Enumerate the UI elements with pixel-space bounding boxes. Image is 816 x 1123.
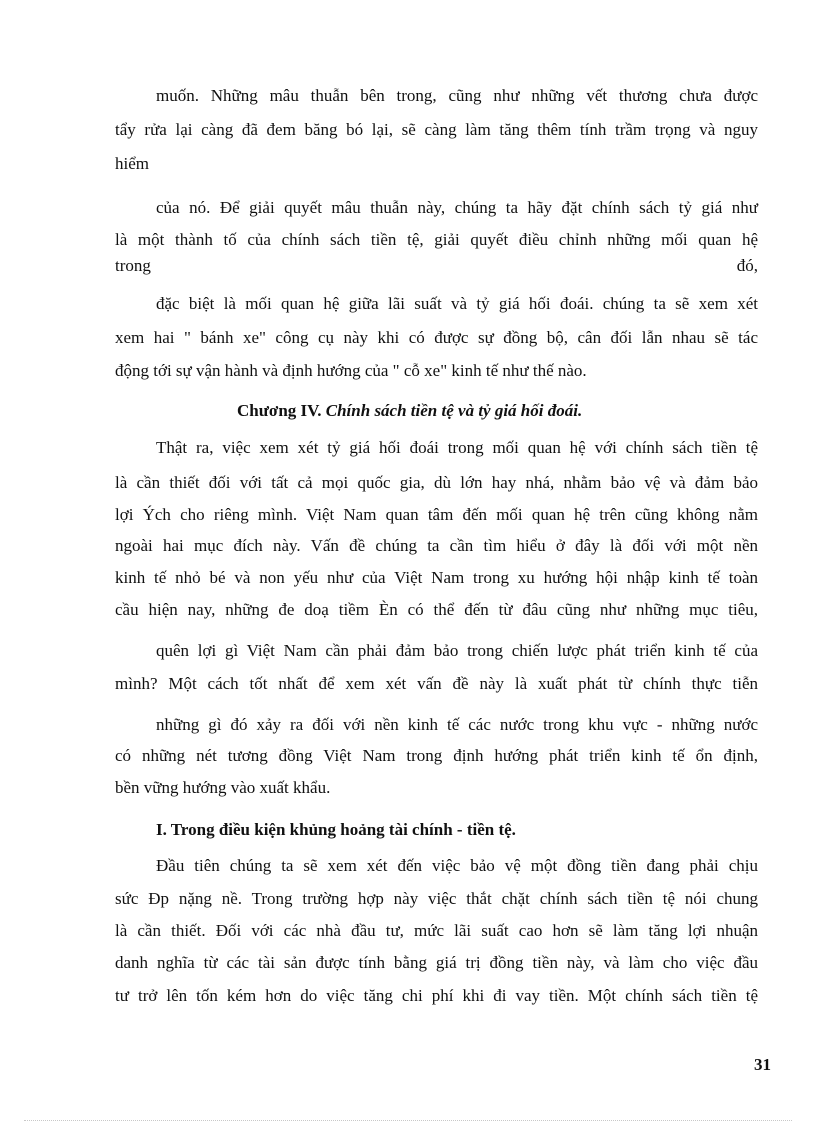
paragraph-line: sức Ðp nặng nề. Trong trường hợp này việc thắt chặt chính sách tiền tệ nói chung [115,889,758,908]
footer-divider [24,1120,792,1121]
paragraph-line: Đầu tiên chúng ta sẽ xem xét đến việc bảo vệ một đồng tiền đang phải chịu [156,856,758,875]
paragraph-line: động tới sự vận hành và định hướng của " cỗ xe" kinh tế như thế nào. [115,361,587,380]
paragraph-line: tư trở lên tốn kém hơn do việc tăng chi phí khi đi vay tiền. Một chính sách tiền tệ [115,986,758,1005]
paragraph-line: danh nghĩa từ các tài sản được tính bằng giá trị đồng tiền này, và làm cho việc đầu [115,953,758,972]
paragraph-line: quên lợi gì Việt Nam cần phải đảm bảo trong chiến lược phát triển kinh tế của [156,641,758,660]
paragraph-line: tẩy rửa lại càng đã đem băng bó lại, sẽ càng làm tăng thêm tính trầm trọng và nguy [115,120,758,139]
line-end-word: đó, [736,256,758,275]
paragraph-line: bền vững hướng vào xuất khẩu. [115,778,331,797]
section-heading: I. Trong điều kiện khủng hoảng tài chính - tiền tệ. [156,820,516,839]
paragraph-line: đặc biệt là mối quan hệ giữa lãi suất và tỷ giá hối đoái. chúng ta sẽ xem xét [156,294,758,313]
paragraph-line [115,254,758,278]
paragraph-line: kinh tế nhỏ bé và non yếu như của Việt Nam trong xu hướng hội nhập kinh tế toàn [115,568,758,587]
paragraph-line: là một thành tố của chính sách tiền tệ, giải quyết điều chỉnh những mối quan hệ [115,230,758,249]
line-start-word: trong [115,256,151,275]
paragraph-line: là cần thiết. Đối với các nhà đầu tư, mức lãi suất cao hơn sẽ làm tăng lợi nhuận [115,921,758,940]
paragraph-line: hiểm [115,154,149,173]
chapter-heading [237,399,697,423]
paragraph-line: xem hai " bánh xe" công cụ này khi có được sự đồng bộ, cân đối lẫn nhau sẽ tác [115,328,758,347]
paragraph-line: của nó. Để giải quyết mâu thuẫn này, chúng ta hãy đặt chính sách tỷ giá như [156,198,758,217]
paragraph-line: Thật ra, việc xem xét tỷ giá hối đoái trong mối quan hệ với chính sách tiền tệ [156,438,758,457]
paragraph-line: muốn. Những mâu thuẫn bên trong, cũng như những vết thương chưa được [156,86,758,105]
paragraph-line: cầu hiện nay, những đe doạ tiềm Èn có thể đến từ đâu cũng như những mục tiêu, [115,600,758,619]
chapter-title: Chính sách tiền tệ và tỷ giá hối đoái. [325,401,583,420]
paragraph-line: những gì đó xảy ra đối với nền kinh tế các nước trong khu vực - những nước [156,715,758,734]
paragraph-line: có những nét tương đồng Việt Nam trong định hướng phát triển kinh tế ổn định, [115,746,758,765]
paragraph-line: lợi Ých cho riêng mình. Việt Nam quan tâm đến mối quan hệ trên cũng không nằm [115,505,758,524]
chapter-number: Chương IV. [237,401,326,420]
paragraph-line: là cần thiết đối với tất cả mọi quốc gia, dù lớn hay nhá, nhằm bảo vệ và đảm bảo [115,473,758,492]
paragraph-line: ngoài hai mục đích này. Vấn đề chúng ta cần tìm hiểu ở đây là đối với một nền [115,536,758,555]
page-number: 31 [754,1055,771,1074]
paragraph-line: mình? Một cách tốt nhất để xem xét vấn đề này là xuất phát từ chính thực tiễn [115,674,758,693]
